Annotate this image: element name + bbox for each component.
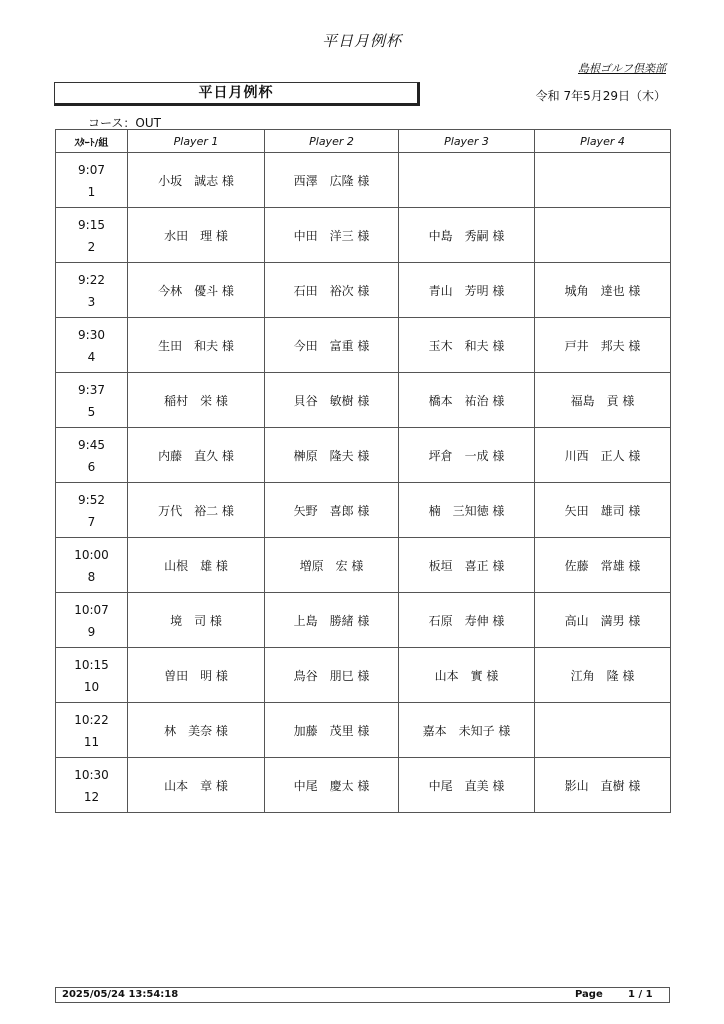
player-1-cell: 山根 雄 様 — [128, 538, 265, 593]
page-footer — [55, 987, 670, 1003]
tee-time: 9:37 — [78, 383, 105, 397]
table-row — [56, 648, 671, 703]
course-label: コース：OUT — [88, 116, 161, 130]
group-number: 5 — [87, 405, 96, 419]
table-row — [56, 318, 671, 373]
table-row — [56, 208, 671, 263]
tee-time: 9:15 — [78, 218, 105, 232]
group-number: 12 — [83, 790, 100, 804]
column-header-player-1: Player 1 — [128, 130, 265, 153]
table-row — [56, 483, 671, 538]
player-2-cell: 榊原 隆夫 様 — [265, 428, 399, 483]
player-3-cell: 青山 芳明 様 — [399, 263, 535, 318]
player-2-cell: 貝谷 敏樹 様 — [265, 373, 399, 428]
group-number: 4 — [87, 350, 96, 364]
event-title: 平日月例杯 — [54, 82, 420, 106]
tee-time: 10:22 — [74, 713, 109, 727]
player-3-cell: 楠 三知徳 様 — [399, 483, 535, 538]
player-3-cell: 坪倉 一成 様 — [399, 428, 535, 483]
player-2-cell: 上島 勝緒 様 — [265, 593, 399, 648]
group-number: 10 — [83, 680, 100, 694]
player-2-cell: 増原 宏 様 — [265, 538, 399, 593]
player-3-cell: 板垣 喜正 様 — [399, 538, 535, 593]
player-2-cell: 中尾 慶太 様 — [265, 758, 399, 813]
event-date: 令和 7年5月29日（木） — [535, 89, 666, 103]
print-timestamp: 2025/05/24 13:54:18 — [62, 989, 179, 1000]
player-4-cell: 高山 満男 様 — [535, 593, 671, 648]
player-4-cell: 江角 隆 様 — [535, 648, 671, 703]
group-number: 11 — [83, 735, 100, 749]
group-number: 3 — [87, 295, 96, 309]
table-row — [56, 153, 671, 208]
player-4-cell: 影山 直樹 様 — [535, 758, 671, 813]
page-title: 平日月例杯 — [321, 32, 402, 50]
player-2-cell: 今田 富重 様 — [265, 318, 399, 373]
start-group-cell — [56, 483, 128, 538]
player-1-cell: 境 司 様 — [128, 593, 265, 648]
player-3-cell: 山本 實 様 — [399, 648, 535, 703]
group-number: 1 — [87, 185, 96, 199]
table-header-row — [56, 130, 671, 153]
tee-time: 9:52 — [78, 493, 105, 507]
player-4-cell — [535, 153, 671, 208]
tee-time: 9:07 — [78, 163, 105, 177]
player-3-cell — [399, 153, 535, 208]
start-group-cell — [56, 318, 128, 373]
tee-time: 9:30 — [78, 328, 105, 342]
tee-time: 9:22 — [78, 273, 105, 287]
start-group-cell — [56, 538, 128, 593]
tee-time: 9:45 — [78, 438, 105, 452]
player-1-cell: 万代 裕二 様 — [128, 483, 265, 538]
table-row — [56, 263, 671, 318]
start-group-cell — [56, 758, 128, 813]
player-4-cell: 川西 正人 様 — [535, 428, 671, 483]
player-4-cell: 福島 貢 様 — [535, 373, 671, 428]
player-1-cell: 小坂 誠志 様 — [128, 153, 265, 208]
start-group-cell — [56, 263, 128, 318]
player-2-cell: 加藤 茂里 様 — [265, 703, 399, 758]
tee-time: 10:00 — [74, 548, 109, 562]
start-group-cell — [56, 208, 128, 263]
player-1-cell: 山本 章 様 — [128, 758, 265, 813]
player-3-cell: 中尾 直美 様 — [399, 758, 535, 813]
group-number: 9 — [87, 625, 96, 639]
player-4-cell: 戸井 邦夫 様 — [535, 318, 671, 373]
column-header-player-2: Player 2 — [265, 130, 399, 153]
player-4-cell — [535, 703, 671, 758]
table-row — [56, 538, 671, 593]
player-1-cell: 生田 和夫 様 — [128, 318, 265, 373]
group-number: 6 — [87, 460, 96, 474]
table-row — [56, 428, 671, 483]
start-group-cell — [56, 648, 128, 703]
tee-time: 10:07 — [74, 603, 109, 617]
page-label: Page — [575, 989, 603, 1000]
tee-time: 10:30 — [74, 768, 109, 782]
table-row — [56, 758, 671, 813]
column-header-start-group: ｽﾀｰﾄ/組 — [56, 130, 128, 153]
column-header-player-3: Player 3 — [399, 130, 535, 153]
player-2-cell: 中田 洋三 様 — [265, 208, 399, 263]
player-3-cell: 玉木 和夫 様 — [399, 318, 535, 373]
player-2-cell: 矢野 喜郎 様 — [265, 483, 399, 538]
start-group-cell — [56, 428, 128, 483]
group-number: 2 — [87, 240, 96, 254]
player-3-cell: 石原 寿伸 様 — [399, 593, 535, 648]
player-1-cell: 内藤 直久 様 — [128, 428, 265, 483]
player-1-cell: 林 美奈 様 — [128, 703, 265, 758]
tee-time: 10:15 — [74, 658, 109, 672]
player-2-cell: 石田 裕次 様 — [265, 263, 399, 318]
start-group-cell — [56, 593, 128, 648]
player-2-cell: 西澤 広隆 様 — [265, 153, 399, 208]
player-1-cell: 稲村 栄 様 — [128, 373, 265, 428]
player-1-cell: 曽田 明 様 — [128, 648, 265, 703]
table-row — [56, 593, 671, 648]
player-4-cell: 城角 達也 様 — [535, 263, 671, 318]
tee-time-table — [55, 129, 671, 813]
group-number: 7 — [87, 515, 96, 529]
start-group-cell — [56, 703, 128, 758]
player-4-cell: 矢田 雄司 様 — [535, 483, 671, 538]
column-header-player-4: Player 4 — [535, 130, 671, 153]
player-3-cell: 橋本 祐治 様 — [399, 373, 535, 428]
start-group-cell — [56, 373, 128, 428]
group-number: 8 — [87, 570, 96, 584]
player-4-cell: 佐藤 常雄 様 — [535, 538, 671, 593]
player-3-cell: 中島 秀嗣 様 — [399, 208, 535, 263]
club-name: 島根ゴルフ倶楽部 — [578, 62, 666, 75]
player-2-cell: 鳥谷 朋巳 様 — [265, 648, 399, 703]
player-3-cell: 嘉本 未知子 様 — [399, 703, 535, 758]
player-1-cell: 今林 優斗 様 — [128, 263, 265, 318]
page-number: 1 / 1 — [628, 989, 653, 1000]
player-1-cell: 水田 理 様 — [128, 208, 265, 263]
table-row — [56, 703, 671, 758]
player-4-cell — [535, 208, 671, 263]
start-group-cell — [56, 153, 128, 208]
table-row — [56, 373, 671, 428]
